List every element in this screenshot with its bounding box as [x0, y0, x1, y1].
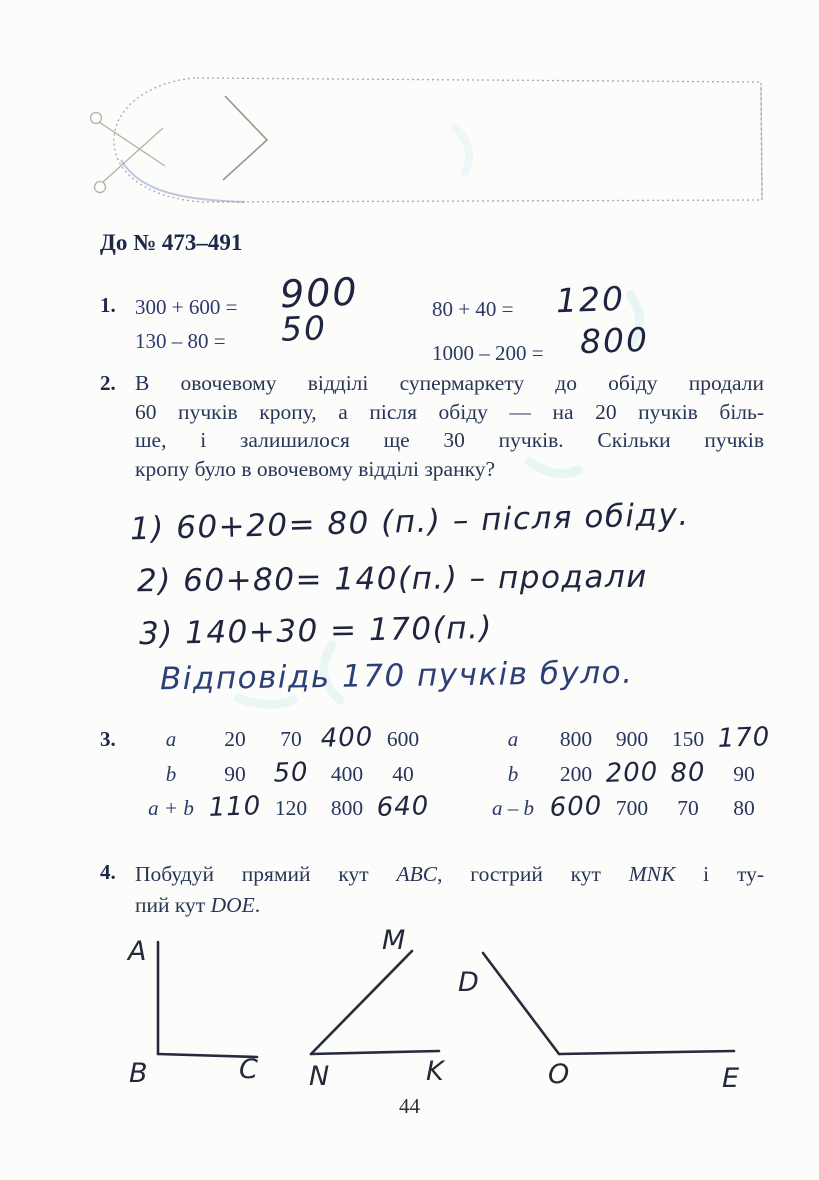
table-cell: 90: [224, 761, 246, 786]
table-cell: 900: [615, 727, 649, 751]
row-label: a + b: [148, 796, 194, 820]
table-cell: 150: [671, 727, 705, 751]
row-label: a: [507, 727, 519, 751]
ex1-answer-handwritten: 50: [280, 308, 328, 349]
ex3-table-addition: [135, 723, 431, 827]
ex1-answer-handwritten: 120: [555, 278, 626, 321]
ex4-text-line2: пий кут DOE.: [135, 893, 261, 917]
cut-out-label: [85, 58, 785, 208]
table-cell: 800: [559, 727, 593, 751]
table-cell: 70: [280, 727, 302, 751]
point-label-k: K: [426, 1056, 444, 1087]
ex2-number: 2.: [100, 371, 116, 395]
table-cell: 80: [733, 796, 755, 820]
ex1-number: 1.: [100, 293, 116, 317]
table-cell-handwritten: 640: [376, 791, 430, 823]
chevron-right-mark: [223, 96, 267, 180]
table-cell: 70: [677, 796, 699, 820]
ex1-expression: 130 – 80 =: [135, 329, 226, 353]
table-cell-handwritten: 200: [605, 756, 659, 789]
table-cell-handwritten: 400: [320, 722, 374, 754]
row-label: a: [165, 727, 177, 751]
ex3-number: 3.: [100, 727, 116, 751]
table-row: [478, 758, 772, 793]
cut-out-label-outline: [114, 78, 762, 202]
ex1-answer-handwritten: 800: [579, 319, 650, 362]
point-label-m: M: [382, 925, 406, 956]
table-cell: 800: [330, 796, 364, 820]
table-row: [135, 758, 431, 793]
ex2-text-line: ше, і залишилося ще 30 пучків. Скільки пучків: [135, 428, 764, 452]
table-row: [135, 792, 431, 827]
point-label-a: A: [128, 936, 147, 967]
table-cell: 700: [615, 796, 649, 820]
table-row: [478, 723, 772, 758]
section-header: До № 473–491: [100, 230, 243, 255]
table-cell: 20: [224, 727, 246, 751]
ex4-number: 4.: [100, 860, 116, 884]
solution-step-handwritten: 1) 60+20= 80 (п.) – після обіду.: [129, 496, 691, 548]
angle-mnk-ray-nk: [311, 1051, 439, 1054]
point-label-o: O: [548, 1059, 570, 1090]
ex2-text-line: 60 пучків кропу, а після обіду — на 20 пучків біль-: [135, 399, 764, 424]
table-cell: 40: [392, 761, 414, 786]
point-label-b: B: [129, 1058, 148, 1089]
angle-drawings: [90, 915, 790, 1100]
ex2-text-line: кропу було в овочевому відділі зранку?: [135, 456, 496, 481]
angle-name-abc: ABC: [396, 862, 438, 886]
ex3-table-subtraction: [478, 723, 772, 827]
row-label: b: [165, 761, 177, 786]
ex1-answer-handwritten: 900: [279, 269, 360, 317]
table-cell-handwritten: 110: [208, 791, 262, 823]
ex1-expression: 1000 – 200 =: [432, 341, 544, 365]
angle-mnk-ray-nm: [311, 951, 412, 1054]
page-number: 44: [399, 1094, 420, 1118]
table-cell-handwritten: 80: [669, 756, 707, 789]
table-cell: 600: [386, 727, 420, 751]
table-cell-handwritten: 170: [717, 722, 771, 754]
table-cell-handwritten: 50: [272, 756, 310, 789]
table-cell: 120: [274, 796, 308, 820]
angle-doe-ray-od: [483, 953, 559, 1054]
point-label-e: E: [722, 1063, 740, 1094]
solution-answer-handwritten: Відповідь 170 пучків було.: [159, 654, 634, 698]
ex1-expression: 300 + 600 =: [135, 295, 238, 319]
point-label-c: C: [239, 1054, 258, 1085]
ex2-text-line: В овочевому відділі супермаркету до обіду продали: [135, 371, 764, 395]
point-label-d: D: [458, 967, 479, 998]
table-cell: 90: [733, 761, 755, 786]
ex1-expression: 80 + 40 =: [432, 297, 514, 321]
table-cell-handwritten: 600: [549, 791, 603, 823]
table-cell: 200: [559, 761, 593, 786]
scissors-icon: [91, 113, 166, 193]
angle-doe-ray-oe: [559, 1051, 734, 1054]
ink-trace-arc: [121, 160, 245, 202]
ink-trace-edge: [761, 86, 762, 198]
table-cell: 400: [330, 761, 364, 786]
row-label: a – b: [492, 796, 534, 820]
solution-step-handwritten: 3) 140+30 = 170(п.): [138, 609, 494, 653]
solution-step-handwritten: 2) 60+80= 140(п.) – продали: [136, 558, 649, 600]
table-row: [135, 723, 431, 758]
point-label-n: N: [309, 1061, 330, 1092]
angle-name-mnk: MNK: [628, 862, 676, 886]
table-row: [478, 792, 772, 827]
row-label: b: [507, 761, 519, 786]
angle-name-doe: DOE: [210, 893, 255, 917]
ex4-text-line1: Побудуй прямий кут ABC, гострий кут MNK і ту-: [135, 862, 764, 886]
